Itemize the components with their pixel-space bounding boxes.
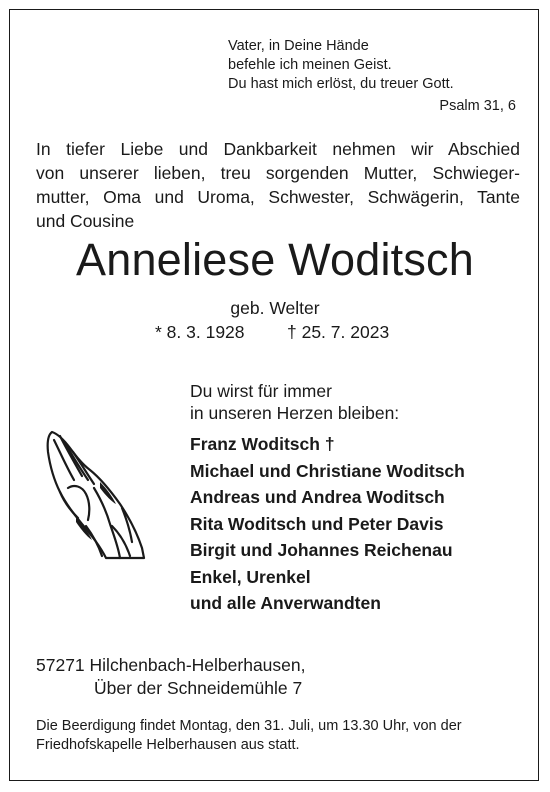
birth-date: * 8. 3. 1928 [155,322,245,342]
bible-verse [228,37,454,94]
memorial-quote [190,380,399,424]
mourner-entry: Michael und Christiane Woditsch [190,460,465,481]
family-address [36,654,306,700]
mourner-entry: Franz Woditsch † [190,434,335,454]
quote-line: Du wirst für immer [190,381,332,401]
verse-source: Psalm 31, 6 [439,98,516,114]
verse-line: befehle ich meinen Geist. [228,57,392,73]
funeral-notice: Die Beerdigung findet Montag, den 31. Juli, um 13.30 Uhr, von der Friedhofskapelle Helberhausen aus statt. [36,718,462,753]
quote-line: in unseren Herzen bleiben: [190,403,400,423]
mourner-entry: Andreas und Andrea Woditsch [190,487,445,507]
verse-line: Du hast mich erlöst, du treuer Gott. [228,76,454,92]
mourner-entry: Enkel, Urenkel [190,566,311,587]
mourner-entry: und alle Anverwandten [190,593,381,613]
address-street: Über der Schneidemühle 7 [94,678,303,698]
death-date: † 25. 7. 2023 [287,322,390,342]
mourner-entry: Birgit und Johannes Reichenau [190,540,453,560]
intro-line: In tiefer Liebe und Dankbarkeit nehmen wir Abschied [36,139,520,159]
mourner-entry: Rita Woditsch und Peter Davis [190,513,444,534]
address-city: 57271 Hilchenbach-Helberhausen, [36,655,306,675]
maiden-name: geb. Welter [230,298,320,318]
intro-line: und Cousine [36,211,135,231]
intro-line: von unserer lieben, treu sorgenden Mutter, Schwieger- [36,163,520,183]
intro-text [36,137,520,233]
deceased-name: Anneliese Woditsch [76,234,474,285]
praying-hands-icon [40,426,150,561]
verse-line: Vater, in Deine Hände [228,38,369,54]
mourners-list [190,431,465,617]
intro-line: mutter, Oma und Uroma, Schwester, Schwägerin, Tante [36,187,520,207]
